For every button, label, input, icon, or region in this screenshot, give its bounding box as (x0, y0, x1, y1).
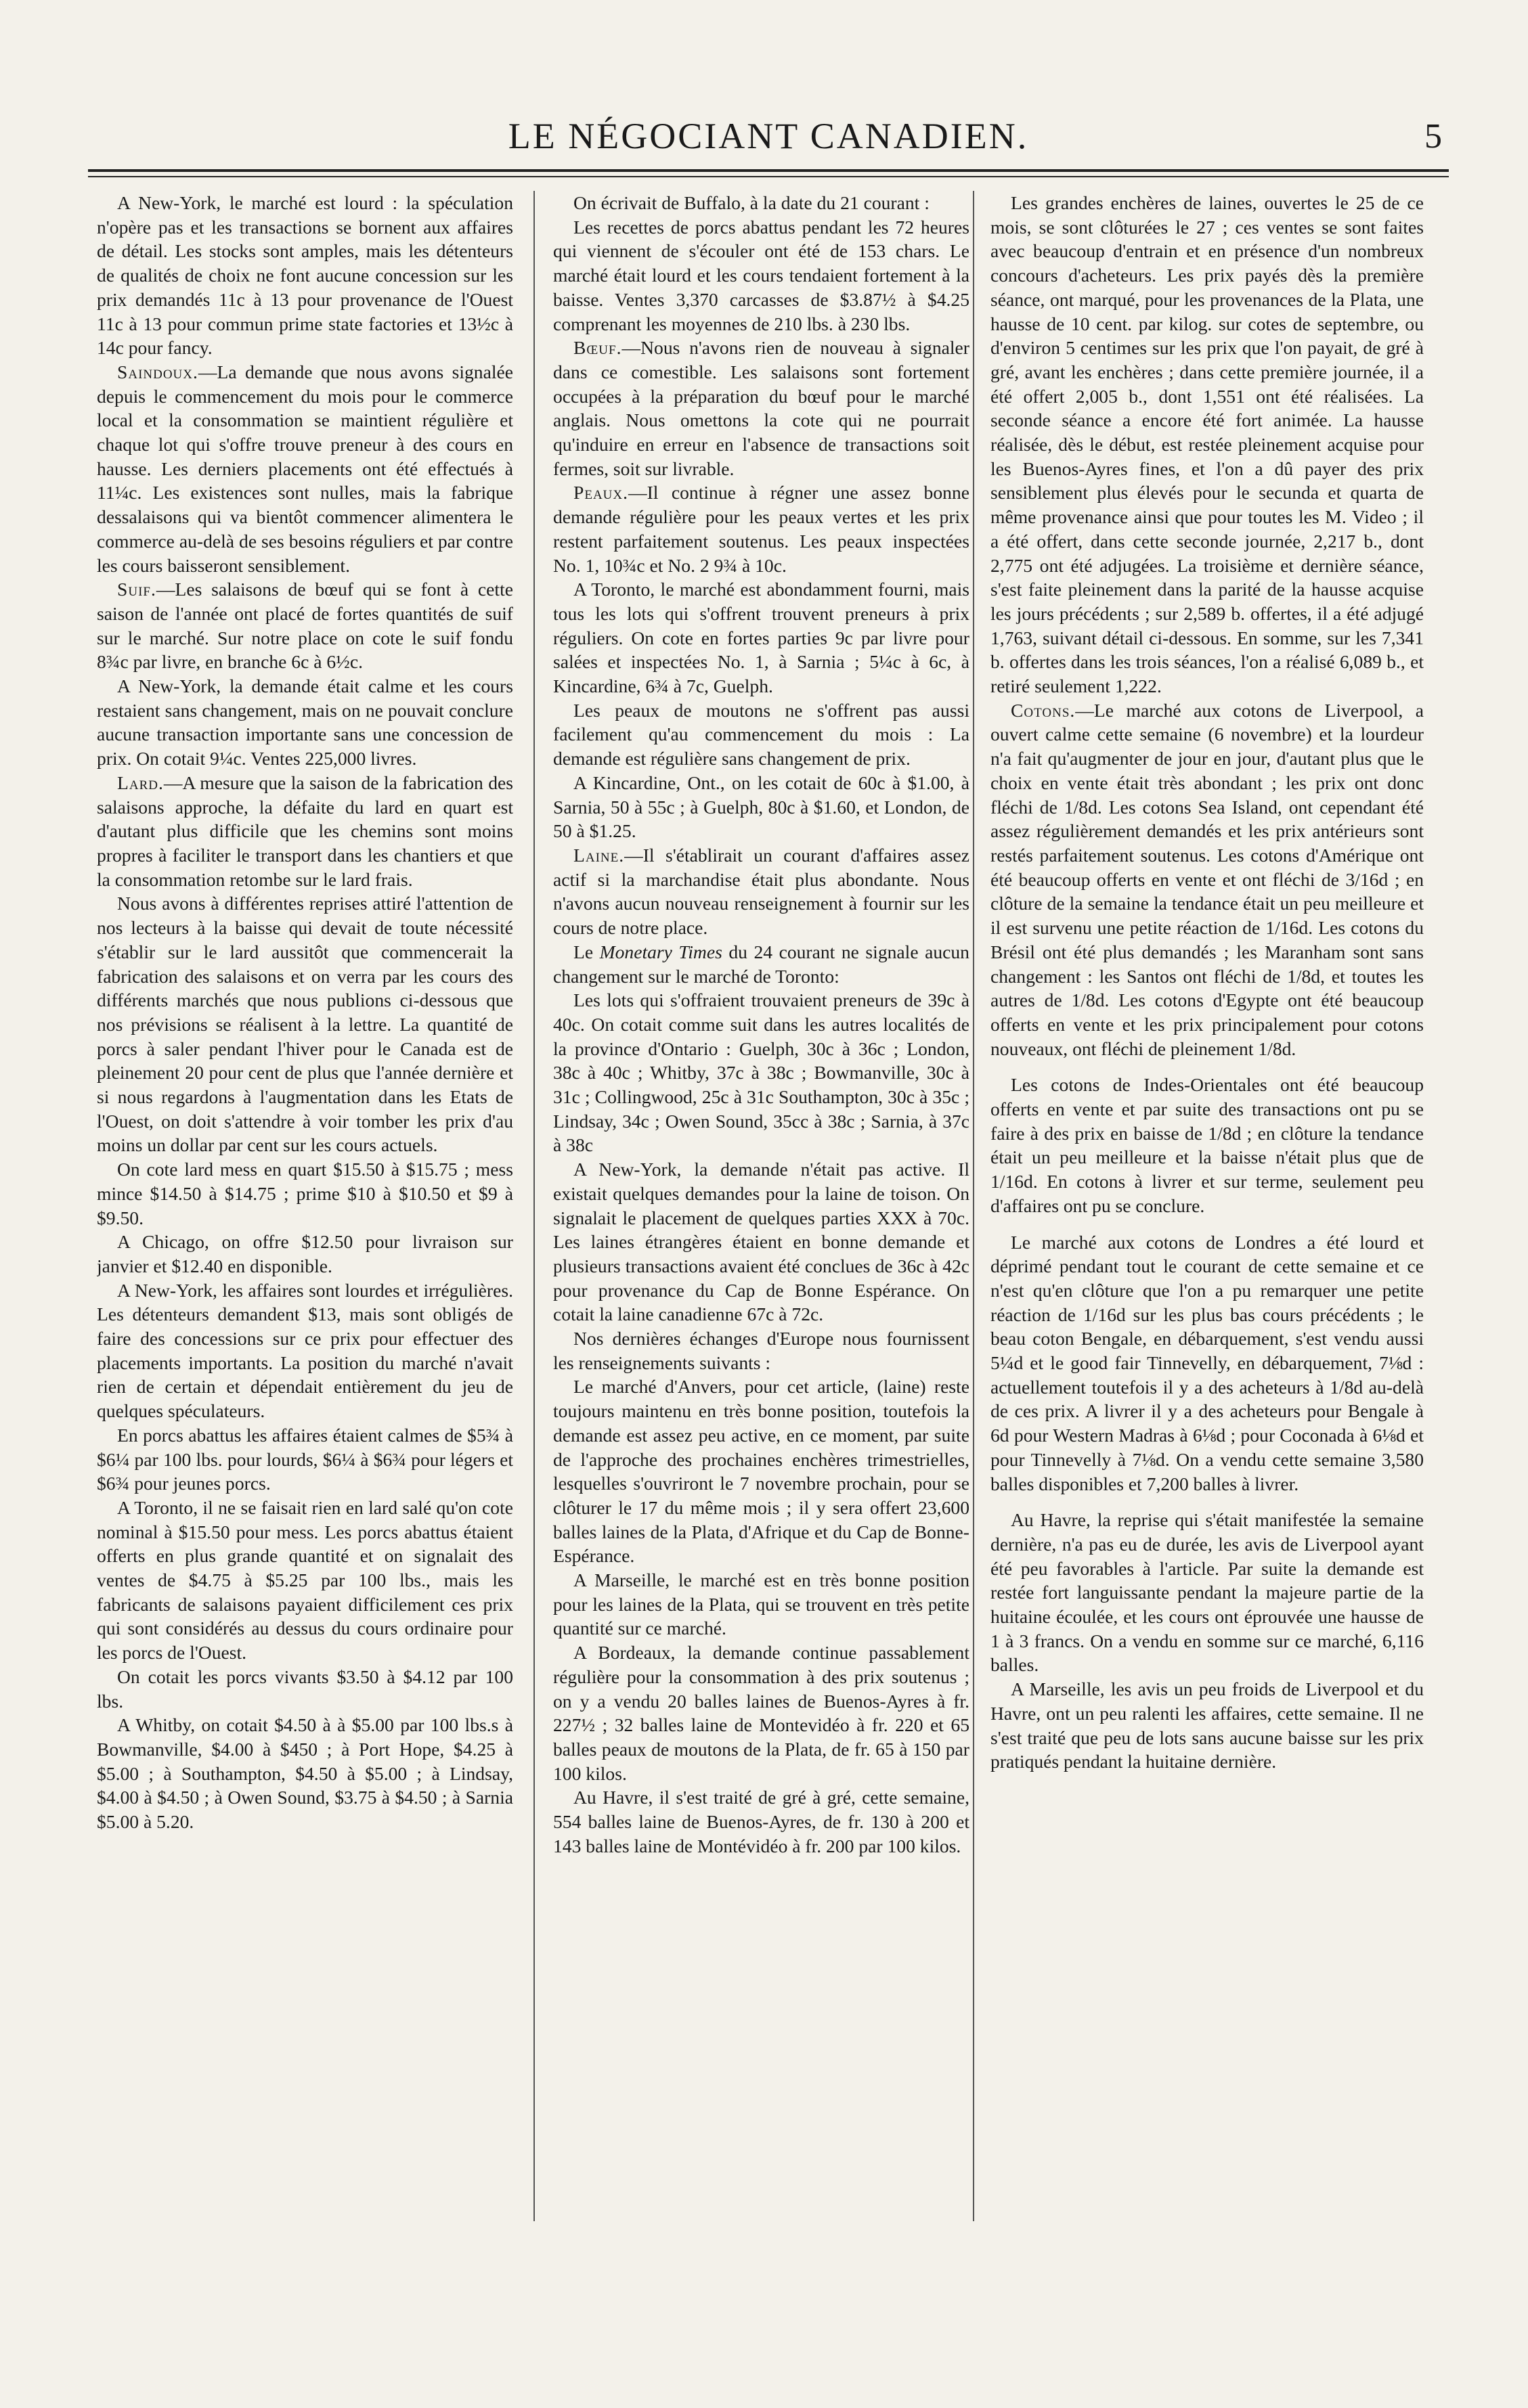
paragraph-text: A Bordeaux, la demande continue passablement régulière pour la consommation à des prix soutenus ; on y a vendu 20 balles laines de Buenos-Ayres à fr. 227½ ; 32 balles laine de Montevidéo à fr. 220 et 65 balles peaux de moutons de la Plata, de fr. 65 à 150 par 100 kilos. (553, 1642, 969, 1784)
article-paragraph (553, 698, 969, 771)
article-paragraph (97, 577, 513, 674)
paragraph-text: —Le marché aux cotons de Liverpool, a ouvert calme cette semaine (6 novembre) et la lourdeur n'a fait qu'augmenter de jour en jour, d'autant plus que le choix en vente était très abondant ; les prix ont donc fléchi de 1/8d. Les cotons Sea Island, ont cependant été assez régulièrement demandés et les prix antérieurs sont restés parfaitement soutenus. Les cotons d'Amérique ont été beaucoup offerts en vente et ont fléchi de 3/16d ; en clôture de la semaine la tendance était un peu meilleure et il est survenu une petite réaction de 1/16d. Les cotons du Brésil ont été plus demandés ; les Maranham sont sans changement : les Santos ont fléchi de 1/8d, et toutes les autres de 1/8d. Les cotons d'Egypte ont été beaucoup offerts en vente et les prix principalement pour cotons nouveaux, ont fléchi de pleinement 1/8d. (990, 699, 1424, 1059)
paragraph-text: A Chicago, on offre $12.50 pour livraison sur janvier et $12.40 en disponible. (97, 1231, 513, 1276)
paragraph-text: En porcs abattus les affaires étaient calmes de $5¾ à $6¼ par 100 lbs. pour lourds, $6¼ à $6¾ pour légers et $6¾ pour jeunes porcs. (97, 1424, 513, 1494)
paragraph-text: A New-York, le marché est lourd : la spéculation n'opère pas et les transactions se bornent aux affaires de détail. Les stocks sont amples, mais les détenteurs de qualités de choix ne font aucune concession sur les prix demandés 11c à 13 pour provenance de l'Ouest 11c à 13 pour commun prime state factories et 13½c à 14c pour fancy. (97, 192, 513, 359)
section-keyword: Saindoux. (117, 361, 198, 382)
paragraph-text: A New-York, les affaires sont lourdes et irrégulières. Les détenteurs demandent $13, mais sont obligés de faire des concessions sur ce prix pour effectuer des placements importants. La position du marché n'avait rien de certain et dépendait entièrement du jeu de quelques spéculateurs. (97, 1279, 513, 1422)
article-paragraph (553, 191, 969, 215)
article-paragraph (553, 843, 969, 940)
page-header (88, 102, 1449, 162)
article-paragraph (97, 771, 513, 892)
column-divider (973, 191, 974, 2221)
article-paragraph (97, 1496, 513, 1665)
paragraph-text: Les peaux de moutons ne s'offrent pas aussi facilement qu'au commencement du mois : La demande est régulière sans changement de prix. (553, 699, 969, 770)
article-paragraph (97, 191, 513, 360)
newspaper-title: LE NÉGOCIANT CANADIEN. (508, 116, 1029, 156)
header-rule (88, 169, 1449, 172)
paragraph-text: A Whitby, on cotait $4.50 à à $5.00 par 100 lbs.s à Bowmanville, $4.00 à $450 ; à Port Hope, $4.25 à $5.00 ; à Southampton, $4.50 à $5.00 ; à Lindsay, $4.00 à $4.50 ; à Owen Sound, $3.75 à $4.50 ; à Sarnia $5.00 à 5.20. (97, 1714, 513, 1833)
paragraph-text: Les grandes enchères de laines, ouvertes le 25 de ce mois, se sont clôturées le 27 ; ces ventes se sont faites avec beaucoup d'entrain et en présence d'un nombreux concours d'acheteurs. Les prix payés dès la première séance, ont marqué, pour les provenances de la Plata, une hausse de 10 cent. par kilog. sur cotes de septembre, ou d'environ 5 centimes sur les prix que l'on payait, de gré à gré, avant les enchères ; dans cette première journée, il a été offert 2,005 b., dont 1,551 ont été réalisées. La seconde séance a encore été fort animée. La hausse réalisée, dès le début, est restée pleinement acquise pour les Buenos-Ayres fines, et l'on a dû payer des prix sensiblement plus élevés pour le secunda et quarta de même provenance ainsi que pour toutes les M. Video ; il a été offert, dans cette seconde journée, 2,217 b., dont 2,775 ont été adjugées. La troisième et dernière séance, s'est faite pleinement dans la parité de la hausse acquise les jours précédents ; sur 2,589 b. offertes, il a été adjugé 1,763, suivant détail ci-dessous. En somme, sur les 7,341 b. offertes dans les trois séances, l'on a réalisé 6,089 b., et retiré seulement 1,222. (990, 192, 1424, 697)
article-paragraph (97, 1278, 513, 1423)
paragraph-text: Nos dernières échanges d'Europe nous fournissent les renseignements suivants : (553, 1328, 969, 1373)
paragraph-text: Le marché d'Anvers, pour cet article, (laine) reste toujours maintenu en très bonne position, toutefois la demande est assez peu active, en ce moment, par suite de l'approche des prochaines enchères trimestrielles, lesquelles s'ouvriront le 7 novembre prochain, pour se clôturer le 17 du même mois ; il y sera offert 23,600 balles laines de la Plata, d'Afrique et du Cap de Bonne-Espérance. (553, 1376, 969, 1567)
paragraph-text: On cote lard mess en quart $15.50 à $15.75 ; mess mince $14.50 à $14.75 ; prime $10 à $10.50 et $9 à $9.50. (97, 1159, 513, 1228)
article-paragraph (553, 1785, 969, 1858)
article-paragraph (553, 1641, 969, 1785)
paragraph-text: A New-York, la demande était calme et les cours restaient sans changement, mais on ne pouvait conclure aucune transaction importante sans une concession de prix. On cotait 9¼c. Ventes 225,000 livres. (97, 675, 513, 770)
paragraph-text: A Marseille, les avis un peu froids de Liverpool et du Havre, ont un peu ralenti les affaires, cette semaine. Il ne s'est traité que peu de lots sans aucune baisse sur les prix pratiqués pendant la huitaine dernière. (990, 1678, 1424, 1772)
paragraph-text: Nous avons à différentes reprises attiré l'attention de nos lecteurs à la baisse qui devait de toute nécessité s'établir sur le lard aussitôt que commencerait la fabrication des salaisons et on verra par les cours des différents marchés que nous publions ci-dessous que nos prévisions se réalisent à la lettre. La quantité de porcs à saler pendant l'hiver pour le Canada est de pleinement 20 pour cent de plus que l'année dernière et si nous regardons à l'augmentation dans les Etats de l'Ouest, on doit s'attendre à voir tomber les prix d'au moins un dollar par cent sur les cours actuels. (97, 893, 513, 1156)
paragraph-text: On écrivait de Buffalo, à la date du 21 courant : (573, 192, 930, 213)
article-paragraph (97, 1230, 513, 1278)
paragraph-text: Le marché aux cotons de Londres a été lourd et déprimé pendant tout le courant de cette semaine et ce n'est qu'en clôture que l'on a pu remarquer une petite réaction de 1/16d sur les plus bas cours précédents ; le beau coton Bengale, en débarquement, s'est vendu aussi 5¼d et le good fair Tinnevelly, en débarquement, 7⅛d : actuellement toutefois il y a des acheteurs à 1/8d au-delà de ces prix. A livrer il y a des acheteurs pour Bengale à 6d pour Western Madras à 6⅛d ; pour Coconada à 6⅛d et pour Tinnevelly à 7⅛d. On a vendu cette semaine 3,580 balles disponibles et 7,200 balles à livrer. (990, 1231, 1424, 1494)
article-paragraph (553, 1375, 969, 1568)
section-keyword: Cotons. (1011, 699, 1076, 721)
article-paragraph (553, 988, 969, 1157)
column-1 (97, 191, 513, 2357)
article-paragraph (553, 481, 969, 577)
article-paragraph (553, 940, 969, 988)
article-paragraph (990, 1677, 1424, 1774)
paragraph-text: —La demande que nous avons signalée depuis le commencement du mois pour le commerce local et la consommation se maintient régulière et chaque lot qui s'offre trouve preneur à des cours en hausse. Les derniers placements ont été effectués à 11¼c. Les existences sont nulles, mais la fabrique dessalaisons qui va bientôt commencer alimentera le commerce au-delà de ses besoins réguliers et par contre les cours baisseront sensiblement. (97, 361, 513, 576)
article-paragraph (553, 1326, 969, 1375)
paragraph-text: Le Monetary Times du 24 courant ne signale aucun changement sur le marché de Toronto: (553, 941, 969, 987)
article-paragraph (97, 891, 513, 1157)
article-paragraph (553, 336, 969, 481)
article-paragraph (553, 215, 969, 336)
column-2 (553, 191, 969, 2357)
section-keyword: Laine. (573, 844, 625, 866)
article-paragraph (990, 1073, 1424, 1218)
paragraph-text: —Il continue à régner une assez bonne demande régulière pour les peaux vertes et les prix restent parfaitement soutenus. Les peaux inspectées No. 1, 10¾c et No. 2 9¾ à 10c. (553, 482, 969, 576)
paragraph-text: —Il s'établirait un courant d'affaires assez actif si la marchandise était plus abondante. Nous n'avons aucun nouveau renseignement à fournir sur les cours de notre place. (553, 844, 969, 939)
paragraph-text: Les recettes de porcs abattus pendant les 72 heures qui viennent de s'écouler ont été de 153 chars. Le marché était lourd et les cours tendaient fortement à la baisse. Ventes 3,370 carcasses de $3.87½ à $4.25 comprenant les moyennes de 210 lbs. à 230 lbs. (553, 216, 969, 334)
article-paragraph (97, 674, 513, 771)
article-paragraph (990, 1508, 1424, 1677)
article-paragraph (97, 1713, 513, 1834)
paragraph-text: Les lots qui s'offraient trouvaient preneurs de 39c à 40c. On cotait comme suit dans les autres localités de la province d'Ontario : Guelph, 30c à 36c ; London, 38c à 40c ; Whitby, 37c à 38c ; Bowmanville, 30c à 31c ; Collingwood, 25c à 31c Southampton, 30c à 35c ; Lindsay, 34c ; Owen Sound, 35cc à 38c ; Sarnia, à 37c à 38c (553, 989, 969, 1156)
article-paragraph (990, 1230, 1424, 1496)
paragraph-text: A New-York, la demande n'était pas active. Il existait quelques demandes pour la laine de toison. On signalait le placement de quelques parties XXX à 70c. Les laines étrangères étaient en bonne demande et plusieurs transactions avaient été conclues de 36c à 42c pour provenance du Cap de Bonne Espérance. On cotait la laine canadienne 67c à 72c. (553, 1159, 969, 1325)
column-3 (990, 191, 1424, 2357)
column-divider (533, 191, 535, 2221)
article-paragraph (990, 698, 1424, 1061)
paragraph-text: A Marseille, le marché est en très bonne position pour les laines de la Plata, qui se trouvent en très petite quantité sur ce marché. (553, 1569, 969, 1639)
paragraph-text: A Toronto, il ne se faisait rien en lard salé qu'on cote nominal à $15.50 pour mess. Les porcs abattus étaient offerts en plus grande quantité et on signalait des ventes de $4.75 à $5.25 par 100 lbs., mais les fabricants de salaisons payaient difficilement ces prix qui sont considérés au dessus du cours ordinaire pour les porcs de l'Ouest. (97, 1496, 513, 1664)
article-paragraph (97, 1423, 513, 1496)
article-paragraph (553, 1157, 969, 1326)
header-rule-thin (88, 176, 1449, 177)
paragraph-text: —A mesure que la saison de la fabrication des salaisons approche, la défaite du lard en quart est d'autant plus difficile que les chemins sont moins propres à faciliter le transport dans les chantiers et que la consommation retombe sur le lard frais. (97, 772, 513, 890)
paragraph-text: On cotait les porcs vivants $3.50 à $4.12 par 100 lbs. (97, 1666, 513, 1712)
section-keyword: Bœuf. (573, 337, 622, 359)
publication-name: Monetary Times (599, 941, 722, 962)
paragraph-text: —Les salaisons de bœuf qui se font à cette saison de l'année ont placé de fortes quantités de suif sur le marché. Sur notre place on cote le suif fondu 8¾c par livre, en branche 6c à 6½c. (97, 579, 513, 673)
paragraph-text: Au Havre, il s'est traité de gré à gré, cette semaine, 554 balles laine de Buenos-Ayres, de fr. 130 à 200 et 143 balles laine de Montévidéo à fr. 200 par 100 kilos. (553, 1787, 969, 1856)
paragraph-text: —Nous n'avons rien de nouveau à signaler dans ce comestible. Les salaisons sont fortement occupées à la préparation du bœuf pour le marché anglais. Nous omettons la cote qui ne pourrait qu'induire en erreur en l'absence de transactions soit fermes, soit sur livrable. (553, 337, 969, 479)
article-paragraph (553, 577, 969, 698)
paragraph-text: A Kincardine, Ont., on les cotait de 60c à $1.00, à Sarnia, 50 à 55c ; à Guelph, 80c à $1.60, et London, de 50 à $1.25. (553, 772, 969, 842)
article-paragraph (553, 1568, 969, 1641)
article-paragraph (97, 1157, 513, 1230)
section-keyword: Lard. (117, 772, 164, 793)
paragraph-text: Les cotons de Indes-Orientales ont été beaucoup offerts en vente et par suite des transactions ont pu se faire à des prix en baisse de 1/8d ; en clôture la tendance était un peu meilleure et la baisse n'était plus que de 1/16d. En cotons à livrer et sur terme, seulement peu d'affaires ont pu se conclure. (990, 1074, 1424, 1216)
paragraph-text: Au Havre, la reprise qui s'était manifestée la semaine dernière, n'a pas eu de durée, les avis de Liverpool ayant été peu favorables à l'article. Par suite la demande est restée fort languissante pendant la majeure partie de la huitaine écoulée, et les cours ont éprouvée une hausse de 1 à 3 francs. On a vendu en somme sur ce marché, 6,116 balles. (990, 1509, 1424, 1676)
page-number: 5 (1424, 117, 1442, 156)
section-keyword: Suif. (117, 579, 156, 600)
article-paragraph (553, 771, 969, 843)
article-paragraph (97, 1665, 513, 1713)
article-paragraph (97, 360, 513, 577)
section-keyword: Peaux. (573, 482, 629, 504)
article-paragraph (990, 191, 1424, 698)
paragraph-text: A Toronto, le marché est abondamment fourni, mais tous les lots qui s'offrent trouvent preneurs à prix réguliers. On cote en fortes parties 9c par livre pour salées et inspectées No. 1, à Sarnia ; 5¼c à 6c, à Kincardine, 6¾ à 7c, Guelph. (553, 579, 969, 697)
